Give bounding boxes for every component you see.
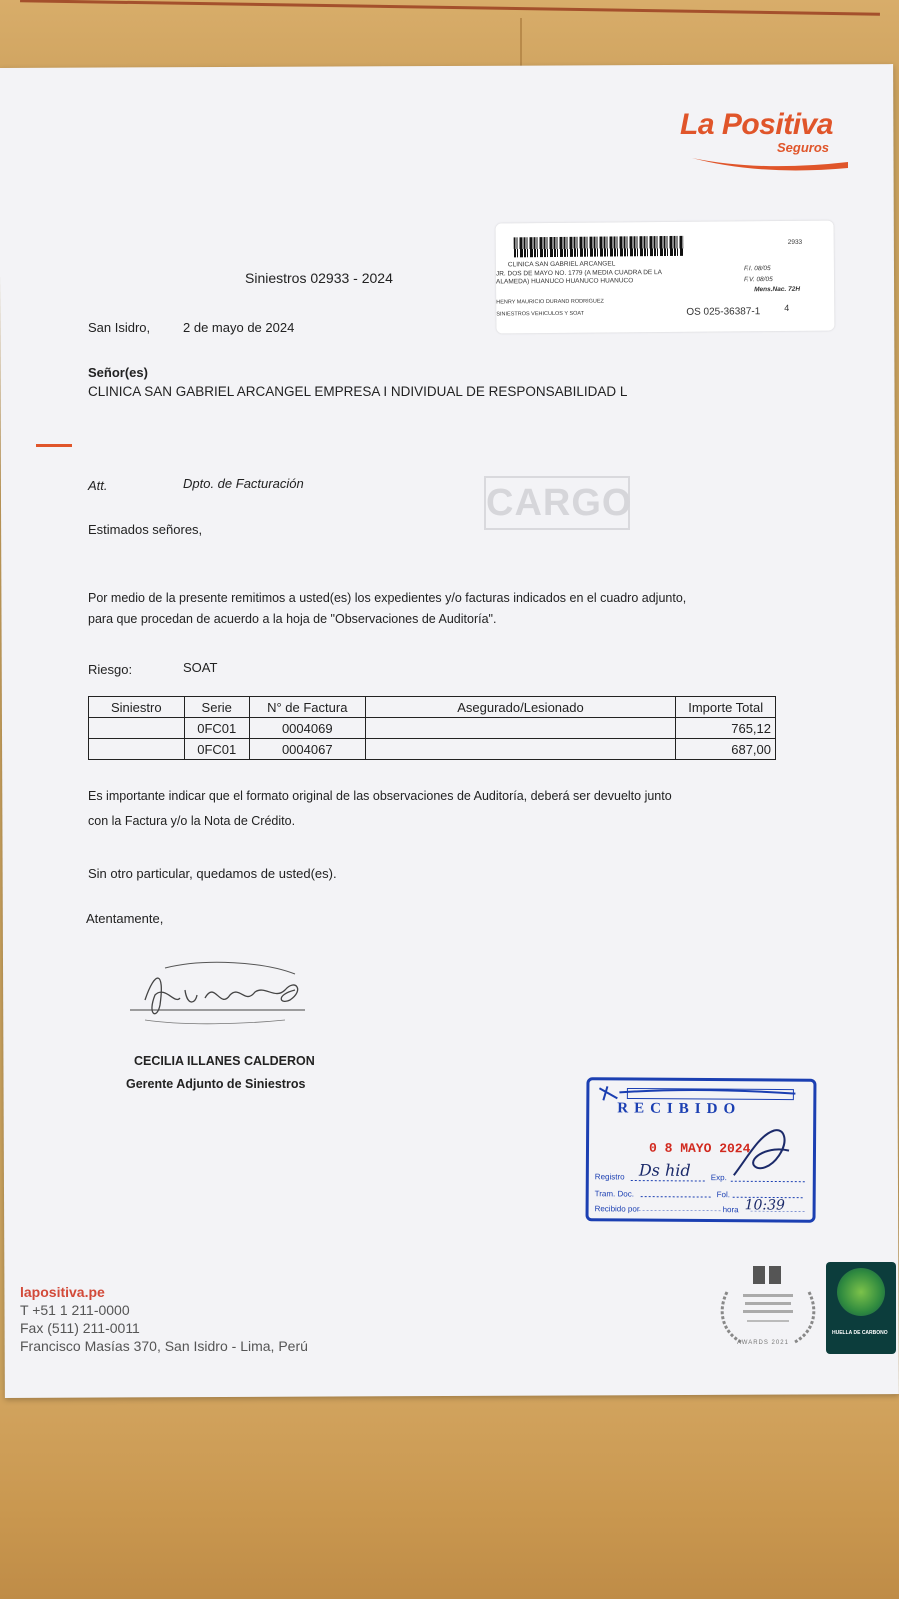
col-header-serie: Serie: [184, 697, 249, 718]
mail-sticker: [496, 221, 835, 334]
stamp-signature-icon: [729, 1125, 799, 1181]
stamp-tram-label: Tram. Doc.: [594, 1189, 634, 1199]
greeting: Estimados señores,: [88, 522, 203, 537]
sticker-dept: SINIESTROS VEHICULOS Y SOAT: [496, 310, 585, 318]
cell-serie: 0FC01: [184, 739, 249, 760]
sticker-name: CLINICA SAN GABRIEL ARCANGEL: [507, 260, 616, 269]
cell-serie: 0FC01: [184, 718, 249, 739]
att-label: Att.: [88, 478, 108, 493]
footer-url: lapositiva.pe: [20, 1284, 105, 1300]
body-line-2: para que procedan de acuerdo a la hoja de "Observaciones de Auditoría".: [88, 612, 497, 626]
body-line-1: Por medio de la presente remitimos a usted(es) los expedientes y/o facturas indicados en el cuadro adjunto,: [88, 591, 687, 605]
sticker-address1: JR. DOS DE MAYO NO. 1779 (A MEDIA CUADRA DE LA: [495, 269, 663, 278]
claim-reference: Siniestros 02933 - 2024: [245, 270, 393, 286]
stamp-hora-value: 10:39: [744, 1197, 786, 1214]
sticker-os: OS 025-36387-1: [686, 306, 761, 318]
sticker-count: 4: [784, 302, 790, 313]
cell-asegurado: [365, 718, 676, 739]
cell-importe: 687,00: [676, 739, 776, 760]
col-header-factura: N° de Factura: [249, 697, 365, 718]
sticker-address2: ALAMEDA) HUANUCO HUANUCO HUANUCO: [496, 277, 634, 286]
cell-factura: 0004067: [249, 739, 365, 760]
sticker-code: 2933: [787, 238, 803, 246]
stamp-date: 0 8 MAYO 2024: [648, 1140, 751, 1157]
sticker-fi: F.I. 08/05: [743, 265, 771, 273]
closing-atentamente: Atentamente,: [86, 911, 164, 926]
fingerprint-icon: [837, 1268, 885, 1316]
risk-value: SOAT: [183, 660, 218, 675]
stamp-recib-label: Recibido por: [594, 1204, 640, 1214]
carbon-footprint-badge: [826, 1262, 896, 1354]
barcode-icon: [514, 236, 684, 257]
orange-mark: [36, 444, 72, 447]
signer-title: Gerente Adjunto de Siniestros: [126, 1077, 306, 1091]
sticker-mens: Mens.Nac. 72H: [754, 285, 801, 294]
footer-address: Francisco Masías 370, San Isidro - Lima, Perú: [20, 1338, 308, 1354]
col-header-asegurado: Asegurado/Lesionado: [365, 697, 676, 718]
stamp-registro-value: Ds hid: [638, 1160, 691, 1180]
att-value: Dpto. de Facturación: [183, 476, 304, 491]
note-line-2: con la Factura y/o la Nota de Crédito.: [88, 814, 296, 828]
award-badge: [713, 1262, 823, 1352]
sticker-fv: F.V. 08/05: [743, 276, 773, 284]
signature-icon: [125, 960, 315, 1030]
risk-label: Riesgo:: [88, 662, 133, 677]
stamp-exp-label: Exp.: [710, 1173, 727, 1183]
brand-logo: La Positiva: [680, 108, 833, 141]
letter-city: San Isidro,: [88, 320, 151, 335]
closing-line: Sin otro particular, quedamos de usted(es).: [88, 866, 337, 881]
stamp-fol-label: Fol.: [716, 1190, 731, 1200]
col-header-siniestro: Siniestro: [89, 697, 185, 718]
salutation-label: Señor(es): [88, 365, 148, 380]
footer-phone: T +51 1 211-0000: [20, 1302, 130, 1318]
stamp-hora-label: hora: [722, 1205, 739, 1215]
table-row: [89, 718, 776, 739]
table-row: [89, 739, 776, 760]
recipient-name: CLINICA SAN GABRIEL ARCANGEL EMPRESA I NDIVIDUAL DE RESPONSABILIDAD L: [88, 384, 628, 399]
award-year: AWARDS 2021: [737, 1340, 789, 1346]
cell-siniestro: [89, 739, 185, 760]
footer-fax: Fax (511) 211-0011: [20, 1320, 140, 1336]
cargo-watermark: CARGO: [484, 476, 630, 530]
letter-date: 2 de mayo de 2024: [183, 320, 295, 335]
cell-siniestro: [89, 718, 185, 739]
badge-text: HUELLA DE CARBONO: [832, 1330, 888, 1336]
cell-asegurado: [365, 739, 676, 760]
cell-factura: 0004069: [249, 718, 365, 739]
sticker-person: HENRY MAURICIO DURAND RODRIGUEZ: [496, 298, 604, 306]
award-laurel-icon: [713, 1262, 823, 1352]
table-header-row: [89, 697, 776, 718]
stamp-title: RECIBIDO: [617, 1100, 742, 1118]
signer-name: CECILIA ILLANES CALDERON: [134, 1054, 315, 1068]
note-line-1: Es importante indicar que el formato original de las observaciones de Auditoría, deberá ser devuelto junto: [88, 789, 672, 803]
col-header-importe: Importe Total: [676, 697, 776, 718]
cell-importe: 765,12: [676, 718, 776, 739]
stamp-registro-label: Registro: [594, 1172, 625, 1182]
claims-table: [88, 696, 776, 760]
received-stamp: [586, 1077, 817, 1223]
brand-swoosh-icon: [690, 152, 850, 172]
brand-subtitle: Seguros: [777, 140, 830, 155]
